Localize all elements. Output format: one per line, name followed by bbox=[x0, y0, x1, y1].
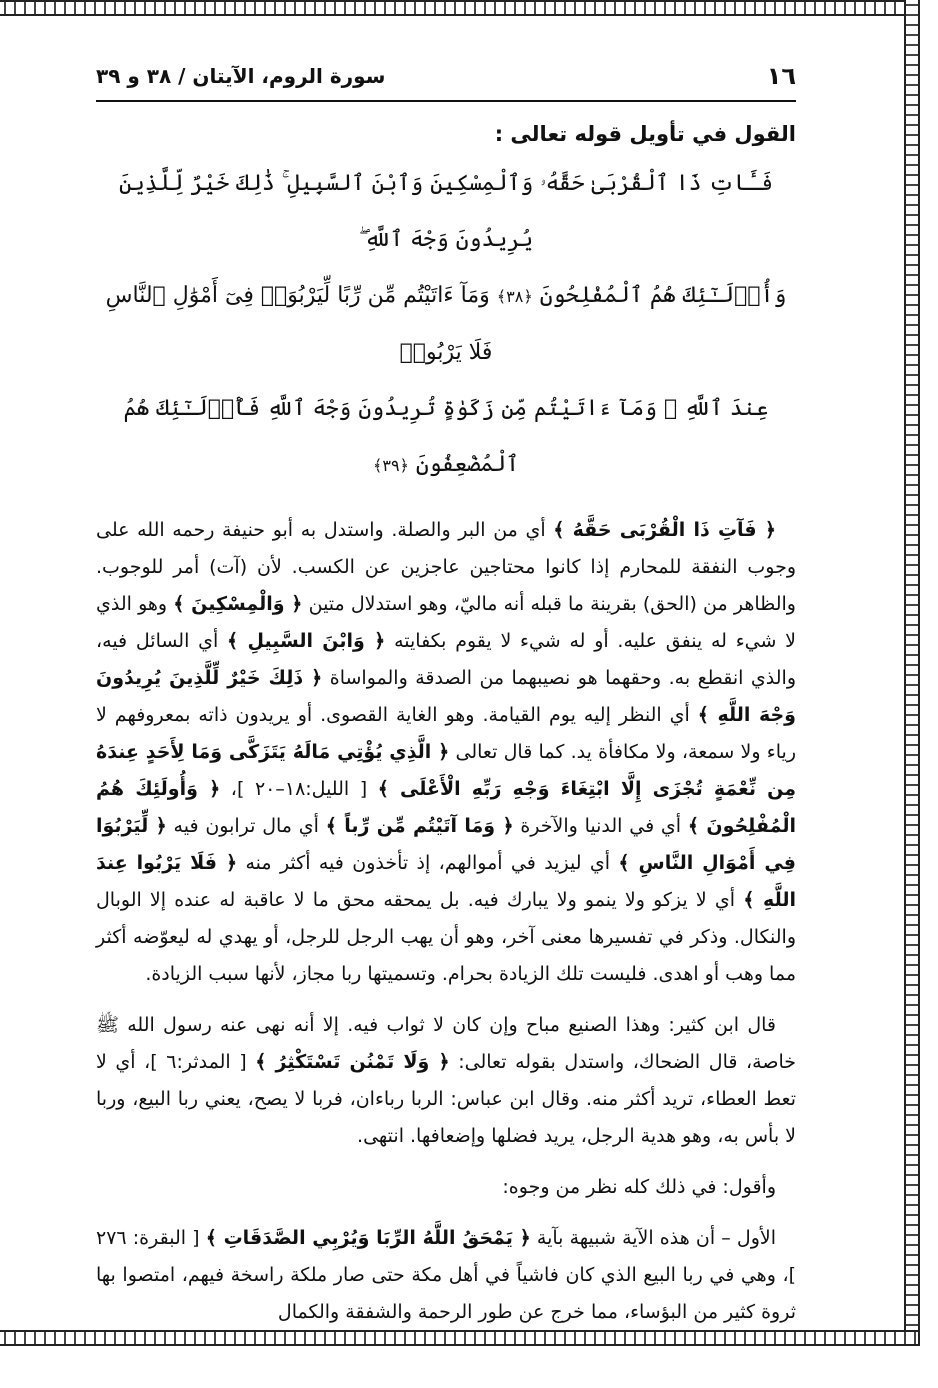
decorative-border-right bbox=[904, 0, 920, 1346]
quran-quote: ﴿ يَمْحَقُ اللَّهُ الرِّبَا وَيُرْبِي الصَّدَقَاتِ ﴾ bbox=[205, 1227, 531, 1249]
decorative-border-bottom bbox=[0, 1330, 918, 1346]
text-segment: [ البقرة: ٢٧٦ ]، وهي في ربا البيع الذي كان فاشياً في أهل مكة حتى صار ملكة راسخة فيهم، امتصوا بها ثروة كثير من البؤساء، مما خرج عن طور الرحمة والشفقة والكمال bbox=[96, 1227, 796, 1323]
text-segment: قال ابن كثير: وهذا الصنيع مباح وإن كان لا ثواب فيه. إلا أنه نهى عنه رسول الله ﷺ خاصة، قال الضحاك، واستدل بقوله تعالى: bbox=[96, 1014, 796, 1073]
quran-quote: ﴿ ذَلِكَ خَيْرٌ لِّلَّذِينَ يُرِيدُونَ وَجْهَ اللَّهِ ﴾ bbox=[96, 667, 796, 726]
decorative-border-top bbox=[0, 0, 918, 16]
commentary-paragraph: وأقول: في ذلك كله نظر من وجوه: bbox=[502, 1176, 776, 1198]
quran-quote: ﴿ وَابْنَ السَّبِيلِ ﴾ bbox=[227, 630, 386, 652]
page-header bbox=[96, 56, 796, 102]
quran-verse-block bbox=[96, 156, 796, 494]
verse-text: عِندَ ٱللَّهِ ۖ وَمَآ ءَاتَيْتُم مِّن زَكَوٰةٍ تُرِيدُونَ وَجْهَ ٱللَّهِ فَأُو۟لَـٰٓئِكَ هُمُ ٱلْمُضْعِفُونَ bbox=[123, 396, 769, 477]
verse-line: فَـَٔاتِ ذَا ٱلْقُرْبَىٰ حَقَّهُۥ وَٱلْمِسْكِينَ وَٱبْنَ ٱلسَّبِيلِ ۚ ذَٰلِكَ خَيْرٌ لِّلَّذِينَ يُرِيدُونَ وَجْهَ ٱللَّهِ ۖ bbox=[118, 171, 774, 252]
running-title: سورة الروم، الآيتان / ٣٨ و ٣٩ bbox=[96, 64, 386, 88]
quran-quote: ﴿ وَلَا تَمْنُن تَسْتَكْثِرُ ﴾ bbox=[255, 1051, 450, 1073]
verse-text: وَمَآ ءَاتَيْتُم مِّن رِّبًا لِّيَرْبُوَا۟ فِىٓ أَمْوَٰلِ ٱلنَّاسِ فَلَا يَرْبُوا۟ bbox=[105, 283, 493, 365]
commentary-paragraph bbox=[96, 1007, 796, 1155]
verse-number-38: ﴿٣٨﴾ bbox=[496, 287, 533, 306]
verse-number-39: ﴿٣٩﴾ bbox=[372, 456, 409, 475]
section-heading: القول في تأويل قوله تعالى : bbox=[494, 122, 796, 146]
text-segment: أي السائل فيه، والذي انقطع به. وحقهما هو نصيبهما من الصدقة والمواساة bbox=[96, 630, 796, 689]
page-number: ١٦ bbox=[766, 62, 796, 90]
quran-quote: ﴿ فَلَا يَرْبُوا عِندَ اللَّهِ ﴾ bbox=[96, 852, 796, 911]
quran-quote: ﴿ الَّذِي يُؤْتِي مَالَهُ يَتَزَكَّى وَمَا لِأَحَدٍ عِندَهُ مِن نِّعْمَةٍ تُجْزَى إِلَّا ابْتِغَاءَ وَجْهِ رَبِّهِ الْأَعْلَى ﴾ bbox=[96, 741, 797, 800]
text-segment: أي لا يزكو ولا ينمو ولا يبارك فيه. بل يمحقه محق ما لا عاقبة له عنده إلا الوبال والنكال. وذكر في تفسيرها معنى آخر، وهو أن يهب الرجل للرجل، أو يهدي له ليعوّضه أكثر مما وهب أو اهدى. فليست تلك الزيادة بحرام. وتسميتها ربا مجاز، لأنها سبب الزيادة. bbox=[96, 889, 796, 985]
text-segment: أي مال ترابون فيه bbox=[166, 815, 326, 837]
commentary-paragraph bbox=[96, 1220, 796, 1331]
book-page bbox=[96, 56, 797, 1323]
quran-quote: ﴿ وَمَا آتَيْتُم مِّن رِّباً ﴾ bbox=[325, 815, 514, 837]
quran-quote: ﴿ لِّيَرْبُوَا فِي أَمْوَالِ النَّاسِ ﴾ bbox=[96, 815, 796, 874]
text-segment: أي في الدنيا والآخرة bbox=[513, 815, 688, 837]
text-segment: أي ليزيد في أموالهم، إذ تأخذون فيه أكثر منه bbox=[237, 852, 619, 874]
text-segment: أي من البر والصلة. واستدل به أبو حنيفة رحمه الله على وجوب النفقة للمحارم إذا كانوا محتاجين عاجزين عن الكسب. لأن (آت) أمر للوجوب. والظاهر من (الحق) بقرينة ما قبله أنه ماليّ، وهو استدلال متين bbox=[96, 519, 796, 615]
quran-quote: ﴿ فَآتِ ذَا الْقُرْبَى حَقَّهُ ﴾ bbox=[553, 519, 776, 541]
verse-text: وَأُو۟لَـٰٓئِكَ هُمُ ٱلْمُفْلِحُونَ bbox=[539, 283, 787, 308]
text-segment: وهو الذي لا شيء له ينفق عليه. أو له شيء لا يقوم بكفايته bbox=[96, 593, 797, 652]
quran-quote: ﴿ وَأُولَئِكَ هُمُ الْمُفْلِحُونَ ﴾ bbox=[96, 778, 796, 837]
verse-line bbox=[96, 268, 796, 381]
quran-quote: ﴿ وَالْمِسْكِينَ ﴾ bbox=[173, 593, 303, 615]
text-segment: الأول – أن هذه الآية شبيهة بآية bbox=[530, 1227, 776, 1249]
text-segment: [ الليل:١٨–٢٠ ]، bbox=[220, 778, 378, 800]
commentary-paragraph bbox=[96, 512, 796, 993]
text-segment: [ المدثر:٦ ]، أي لا تعط العطاء، تريد أكثر منه. وقال ابن عباس: الربا رباءان، فربا لا يصح، يعني ربا البيع، وربا لا بأس به، وهو هدية الرجل، يريد فضلها وإضعافها. انتهى. bbox=[96, 1051, 796, 1147]
text-segment: أي النظر إليه يوم القيامة. وهو الغاية القصوى. أو يريدون ذاته بمعروفهم لا رياء ولا سمعة، ولا مكافأة يد. كما قال تعالى bbox=[96, 704, 796, 763]
verse-line bbox=[96, 381, 796, 494]
